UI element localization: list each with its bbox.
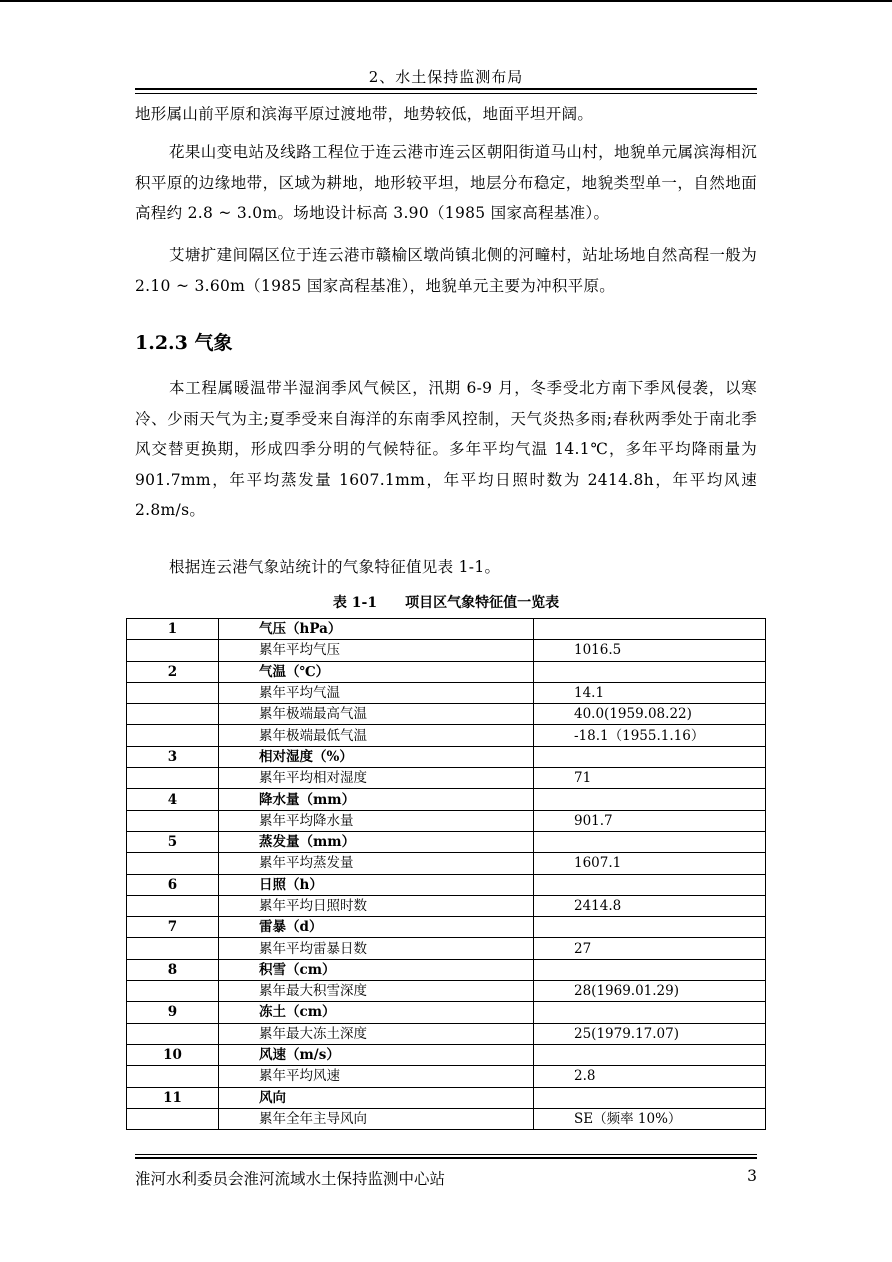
cell-item: 累年平均降水量 <box>219 810 534 831</box>
table-category-row <box>127 1002 766 1023</box>
cell-value: 40.0(1959.08.22) <box>534 704 766 725</box>
cell-item: 气压（hPa） <box>219 619 534 640</box>
cell-number: 4 <box>127 789 219 810</box>
cell-number <box>127 768 219 789</box>
table-category-row <box>127 831 766 852</box>
table-caption: 表 1-1 项目区气象特征值一览表 <box>332 595 560 611</box>
table-row <box>127 682 766 703</box>
footer-rule-thick <box>135 1157 757 1159</box>
cell-item: 累年平均气温 <box>219 682 534 703</box>
cell-value <box>534 661 766 682</box>
table-row <box>127 938 766 959</box>
cell-item: 累年平均风速 <box>219 1066 534 1087</box>
cell-item: 累年平均气压 <box>219 640 534 661</box>
cell-number: 6 <box>127 874 219 895</box>
page-top-border <box>0 0 892 2</box>
table-category-row <box>127 1087 766 1108</box>
table-row <box>127 1108 766 1129</box>
cell-value: 1607.1 <box>534 853 766 874</box>
cell-item: 累年极端最高气温 <box>219 704 534 725</box>
cell-value: 14.1 <box>534 682 766 703</box>
cell-value <box>534 619 766 640</box>
cell-number: 5 <box>127 831 219 852</box>
table-row <box>127 981 766 1002</box>
paragraph-landform-1: 地形属山前平原和滨海平原过渡地带，地势较低，地面平坦开阔。 <box>135 105 594 123</box>
cell-item: 日照（h） <box>219 874 534 895</box>
header-rule-thick <box>135 88 757 90</box>
cell-item: 蒸发量（mm） <box>219 831 534 852</box>
table-category-row <box>127 959 766 980</box>
cell-number: 10 <box>127 1044 219 1065</box>
cell-value <box>534 1044 766 1065</box>
cell-value <box>534 1002 766 1023</box>
cell-number <box>127 981 219 1002</box>
cell-value: 28(1969.01.29) <box>534 981 766 1002</box>
cell-number <box>127 938 219 959</box>
cell-item: 雷暴（d） <box>219 917 534 938</box>
cell-number: 3 <box>127 746 219 767</box>
cell-item: 累年平均蒸发量 <box>219 853 534 874</box>
cell-item: 累年全年主导风向 <box>219 1108 534 1129</box>
cell-value: 25(1979.17.07) <box>534 1023 766 1044</box>
cell-item: 气温（℃） <box>219 661 534 682</box>
paragraph-table-reference: 根据连云港气象站统计的气象特征值见表 1-1。 <box>169 558 501 576</box>
cell-number: 8 <box>127 959 219 980</box>
page-number: 3 <box>747 1167 757 1185</box>
table-row <box>127 853 766 874</box>
cell-value <box>534 746 766 767</box>
cell-value: 71 <box>534 768 766 789</box>
table-row <box>127 640 766 661</box>
meteorology-table <box>126 618 766 1130</box>
cell-number <box>127 704 219 725</box>
cell-number <box>127 1066 219 1087</box>
section-heading-meteorology: 1.2.3 气象 <box>135 332 233 354</box>
cell-number: 7 <box>127 917 219 938</box>
table-category-row <box>127 1044 766 1065</box>
table-category-row <box>127 917 766 938</box>
table-category-row <box>127 619 766 640</box>
cell-item: 冻土（cm） <box>219 1002 534 1023</box>
table-row <box>127 704 766 725</box>
table-row <box>127 1023 766 1044</box>
cell-number <box>127 725 219 746</box>
header-rule-thin <box>135 93 757 94</box>
cell-item: 相对湿度（%） <box>219 746 534 767</box>
cell-item: 累年平均相对湿度 <box>219 768 534 789</box>
cell-item: 风速（m/s） <box>219 1044 534 1065</box>
cell-value: 2.8 <box>534 1066 766 1087</box>
table-row <box>127 768 766 789</box>
cell-item: 累年平均日照时数 <box>219 895 534 916</box>
table-category-row <box>127 661 766 682</box>
table-category-row <box>127 746 766 767</box>
cell-number <box>127 853 219 874</box>
cell-value: 27 <box>534 938 766 959</box>
paragraph-huaguoshan-substation: 花果山变电站及线路工程位于连云港市连云区朝阳街道马山村，地貌单元属滨海相沉积平原的边缘地带，区域为耕地，地形较平坦，地层分布稳定，地貌类型单一，自然地面高程约 2.8 ~ 3.0m。场地设计标高 3.90（1985 国家高程基准）。 <box>135 143 757 222</box>
cell-item: 累年最大冻土深度 <box>219 1023 534 1044</box>
cell-value: 901.7 <box>534 810 766 831</box>
cell-item: 累年最大积雪深度 <box>219 981 534 1002</box>
footer-rule-thin <box>135 1154 757 1155</box>
cell-number <box>127 810 219 831</box>
cell-item: 累年平均雷暴日数 <box>219 938 534 959</box>
cell-number: 1 <box>127 619 219 640</box>
cell-number <box>127 640 219 661</box>
table-row <box>127 810 766 831</box>
cell-value: 2414.8 <box>534 895 766 916</box>
table-row <box>127 725 766 746</box>
meteorology-table-body <box>127 619 766 1130</box>
table-row <box>127 895 766 916</box>
cell-value <box>534 831 766 852</box>
cell-value: 1016.5 <box>534 640 766 661</box>
cell-value: -18.1（1955.1.16） <box>534 725 766 746</box>
cell-number: 2 <box>127 661 219 682</box>
cell-item: 降水量（mm） <box>219 789 534 810</box>
table-category-row <box>127 789 766 810</box>
cell-value <box>534 874 766 895</box>
cell-value: SE（频率 10%） <box>534 1108 766 1129</box>
paragraph-climate: 本工程属暖温带半湿润季风气候区，汛期 6-9 月，冬季受北方南下季风侵袭，以寒冷、少雨天气为主;夏季受来自海洋的东南季风控制，天气炎热多雨;春秋两季处于南北季风交替更换期，形成四季分明的气候特征。多年平均气温 14.1℃，多年平均降雨量为 901.7mm，年平均蒸发量 1607.1mm，年平均日照时数为 2414.8h，年平均风速 2.8m/s。 <box>135 379 757 519</box>
cell-number <box>127 1108 219 1129</box>
cell-item: 风向 <box>219 1087 534 1108</box>
paragraph-aitang-bay: 艾塘扩建间隔区位于连云港市赣榆区墩尚镇北侧的河疃村，站址场地自然高程一般为 2.10 ~ 3.60m（1985 国家高程基准），地貌单元主要为冲积平原。 <box>135 246 757 295</box>
cell-number <box>127 682 219 703</box>
cell-value <box>534 959 766 980</box>
cell-number <box>127 1023 219 1044</box>
cell-number: 11 <box>127 1087 219 1108</box>
cell-item: 积雪（cm） <box>219 959 534 980</box>
cell-value <box>534 1087 766 1108</box>
footer-organization: 淮河水利委员会淮河流域水土保持监测中心站 <box>135 1170 446 1188</box>
cell-number: 9 <box>127 1002 219 1023</box>
cell-value <box>534 917 766 938</box>
table-row <box>127 1066 766 1087</box>
cell-number <box>127 895 219 916</box>
cell-item: 累年极端最低气温 <box>219 725 534 746</box>
cell-value <box>534 789 766 810</box>
table-category-row <box>127 874 766 895</box>
running-header: 2、水土保持监测布局 <box>368 68 524 86</box>
